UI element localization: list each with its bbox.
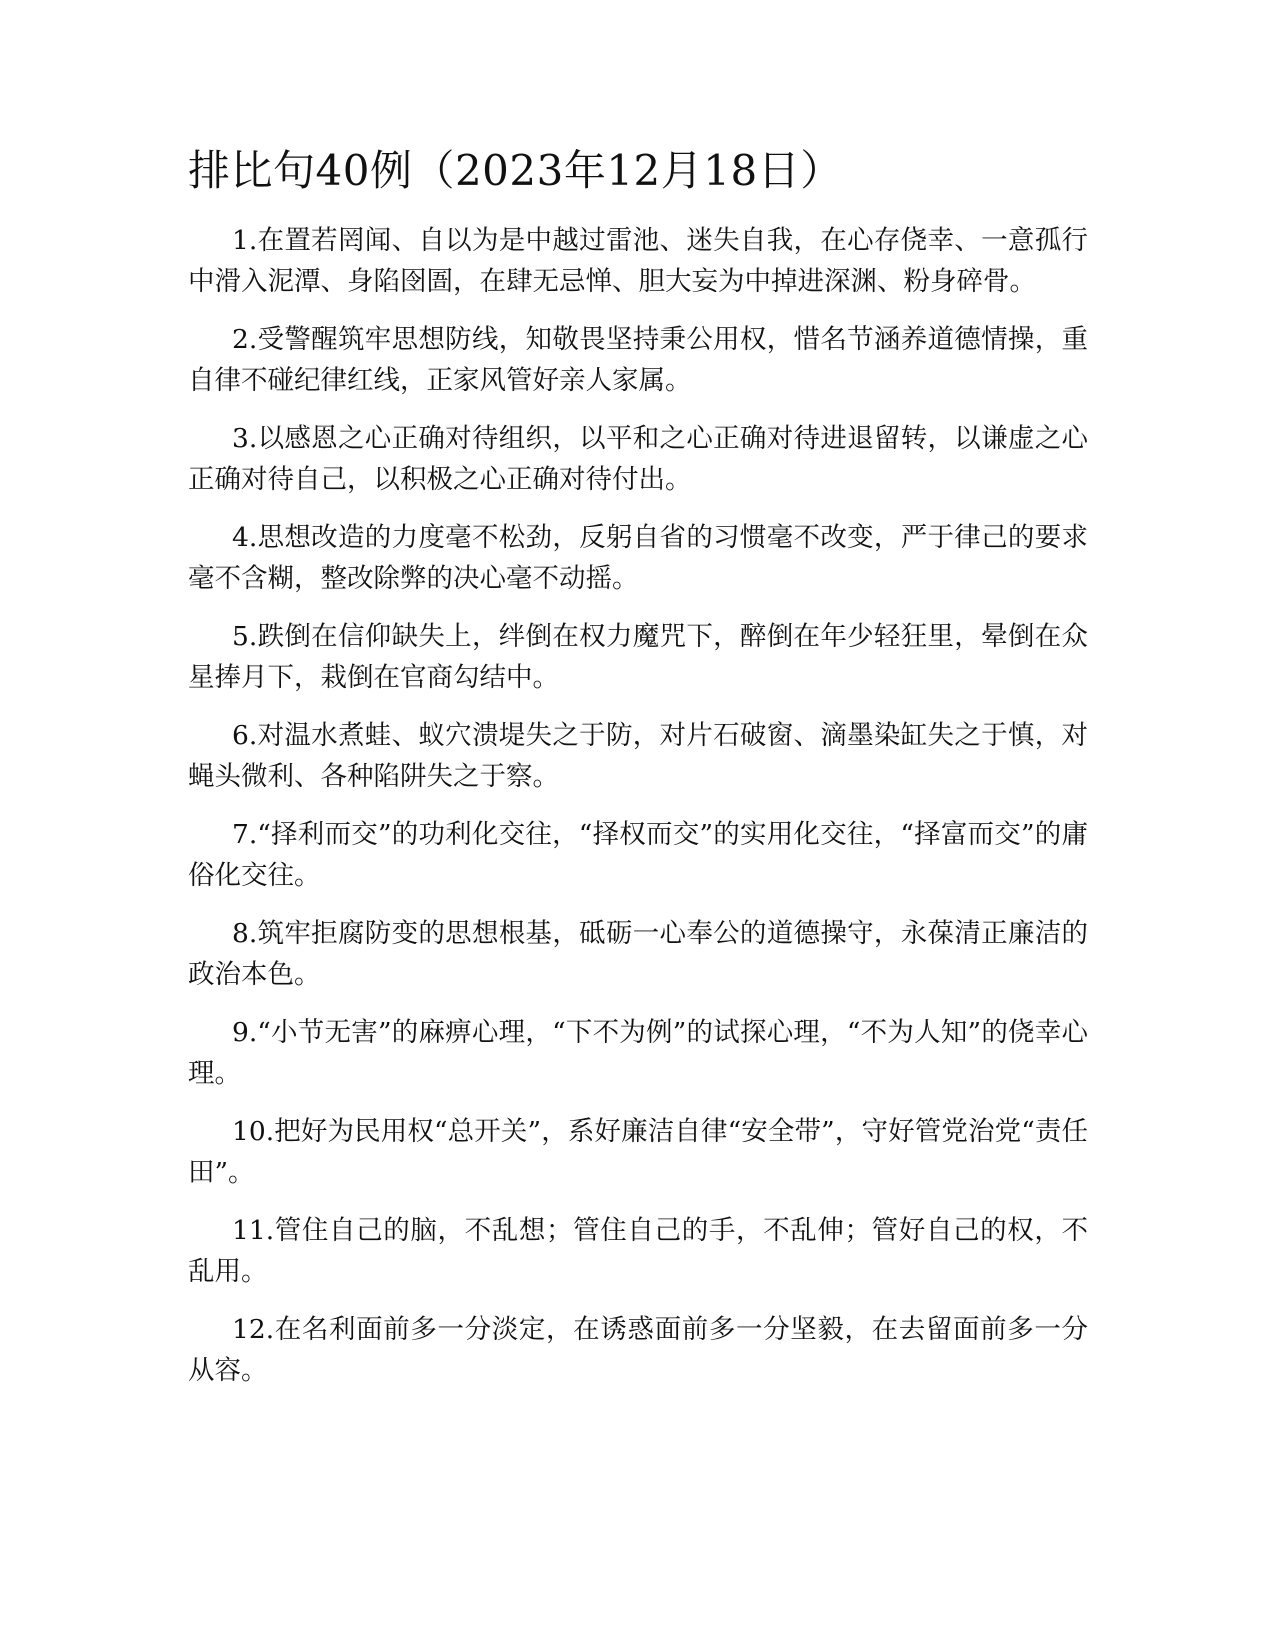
paragraph-9: 9.“小节无害”的麻痹心理，“下不为例”的试探心理，“不为人知”的侥幸心理。 <box>188 1017 1088 1089</box>
paragraph-6: 6.对温水煮蛙、蚁穴溃堤失之于防，对片石破窗、滴墨染缸失之于慎，对蝇头微利、各种陷阱失之于察。 <box>188 720 1088 792</box>
paragraph-2: 2.受警醒筑牢思想防线，知敬畏坚持秉公用权，惜名节涵养道德情操，重自律不碰纪律红线，正家风管好亲人家属。 <box>188 324 1088 396</box>
paragraph-3: 3.以感恩之心正确对待组织，以平和之心正确对待进退留转，以谦虚之心正确对待自己，以积极之心正确对待付出。 <box>188 423 1088 495</box>
paragraph-8: 8.筑牢拒腐防变的思想根基，砥砺一心奉公的道德操守，永葆清正廉洁的政治本色。 <box>188 918 1088 990</box>
paragraph-list <box>188 220 1088 1391</box>
document-body <box>188 140 1088 1408</box>
paragraph-5: 5.跌倒在信仰缺失上，绊倒在权力魔咒下，醉倒在年少轻狂里，晕倒在众星捧月下，栽倒在官商勾结中。 <box>188 621 1088 693</box>
paragraph-1: 1.在置若罔闻、自以为是中越过雷池、迷失自我，在心存侥幸、一意孤行中滑入泥潭、身陷囹圄，在肆无忌惮、胆大妄为中掉进深渊、粉身碎骨。 <box>188 225 1088 297</box>
paragraph-12: 12.在名利面前多一分淡定，在诱惑面前多一分坚毅，在去留面前多一分从容。 <box>188 1314 1088 1386</box>
paragraph-11: 11.管住自己的脑，不乱想；管住自己的手，不乱伸；管好自己的权，不乱用。 <box>188 1215 1088 1287</box>
paragraph-4: 4.思想改造的力度毫不松劲，反躬自省的习惯毫不改变，严于律己的要求毫不含糊，整改除弊的决心毫不动摇。 <box>188 522 1088 594</box>
document-title: 排比句40例（2023年12月18日） <box>188 146 843 195</box>
paragraph-10: 10.把好为民用权“总开关”，系好廉洁自律“安全带”，守好管党治党“责任田”。 <box>188 1116 1088 1188</box>
paragraph-7: 7.“择利而交”的功利化交往，“择权而交”的实用化交往，“择富而交”的庸俗化交往。 <box>188 819 1088 891</box>
